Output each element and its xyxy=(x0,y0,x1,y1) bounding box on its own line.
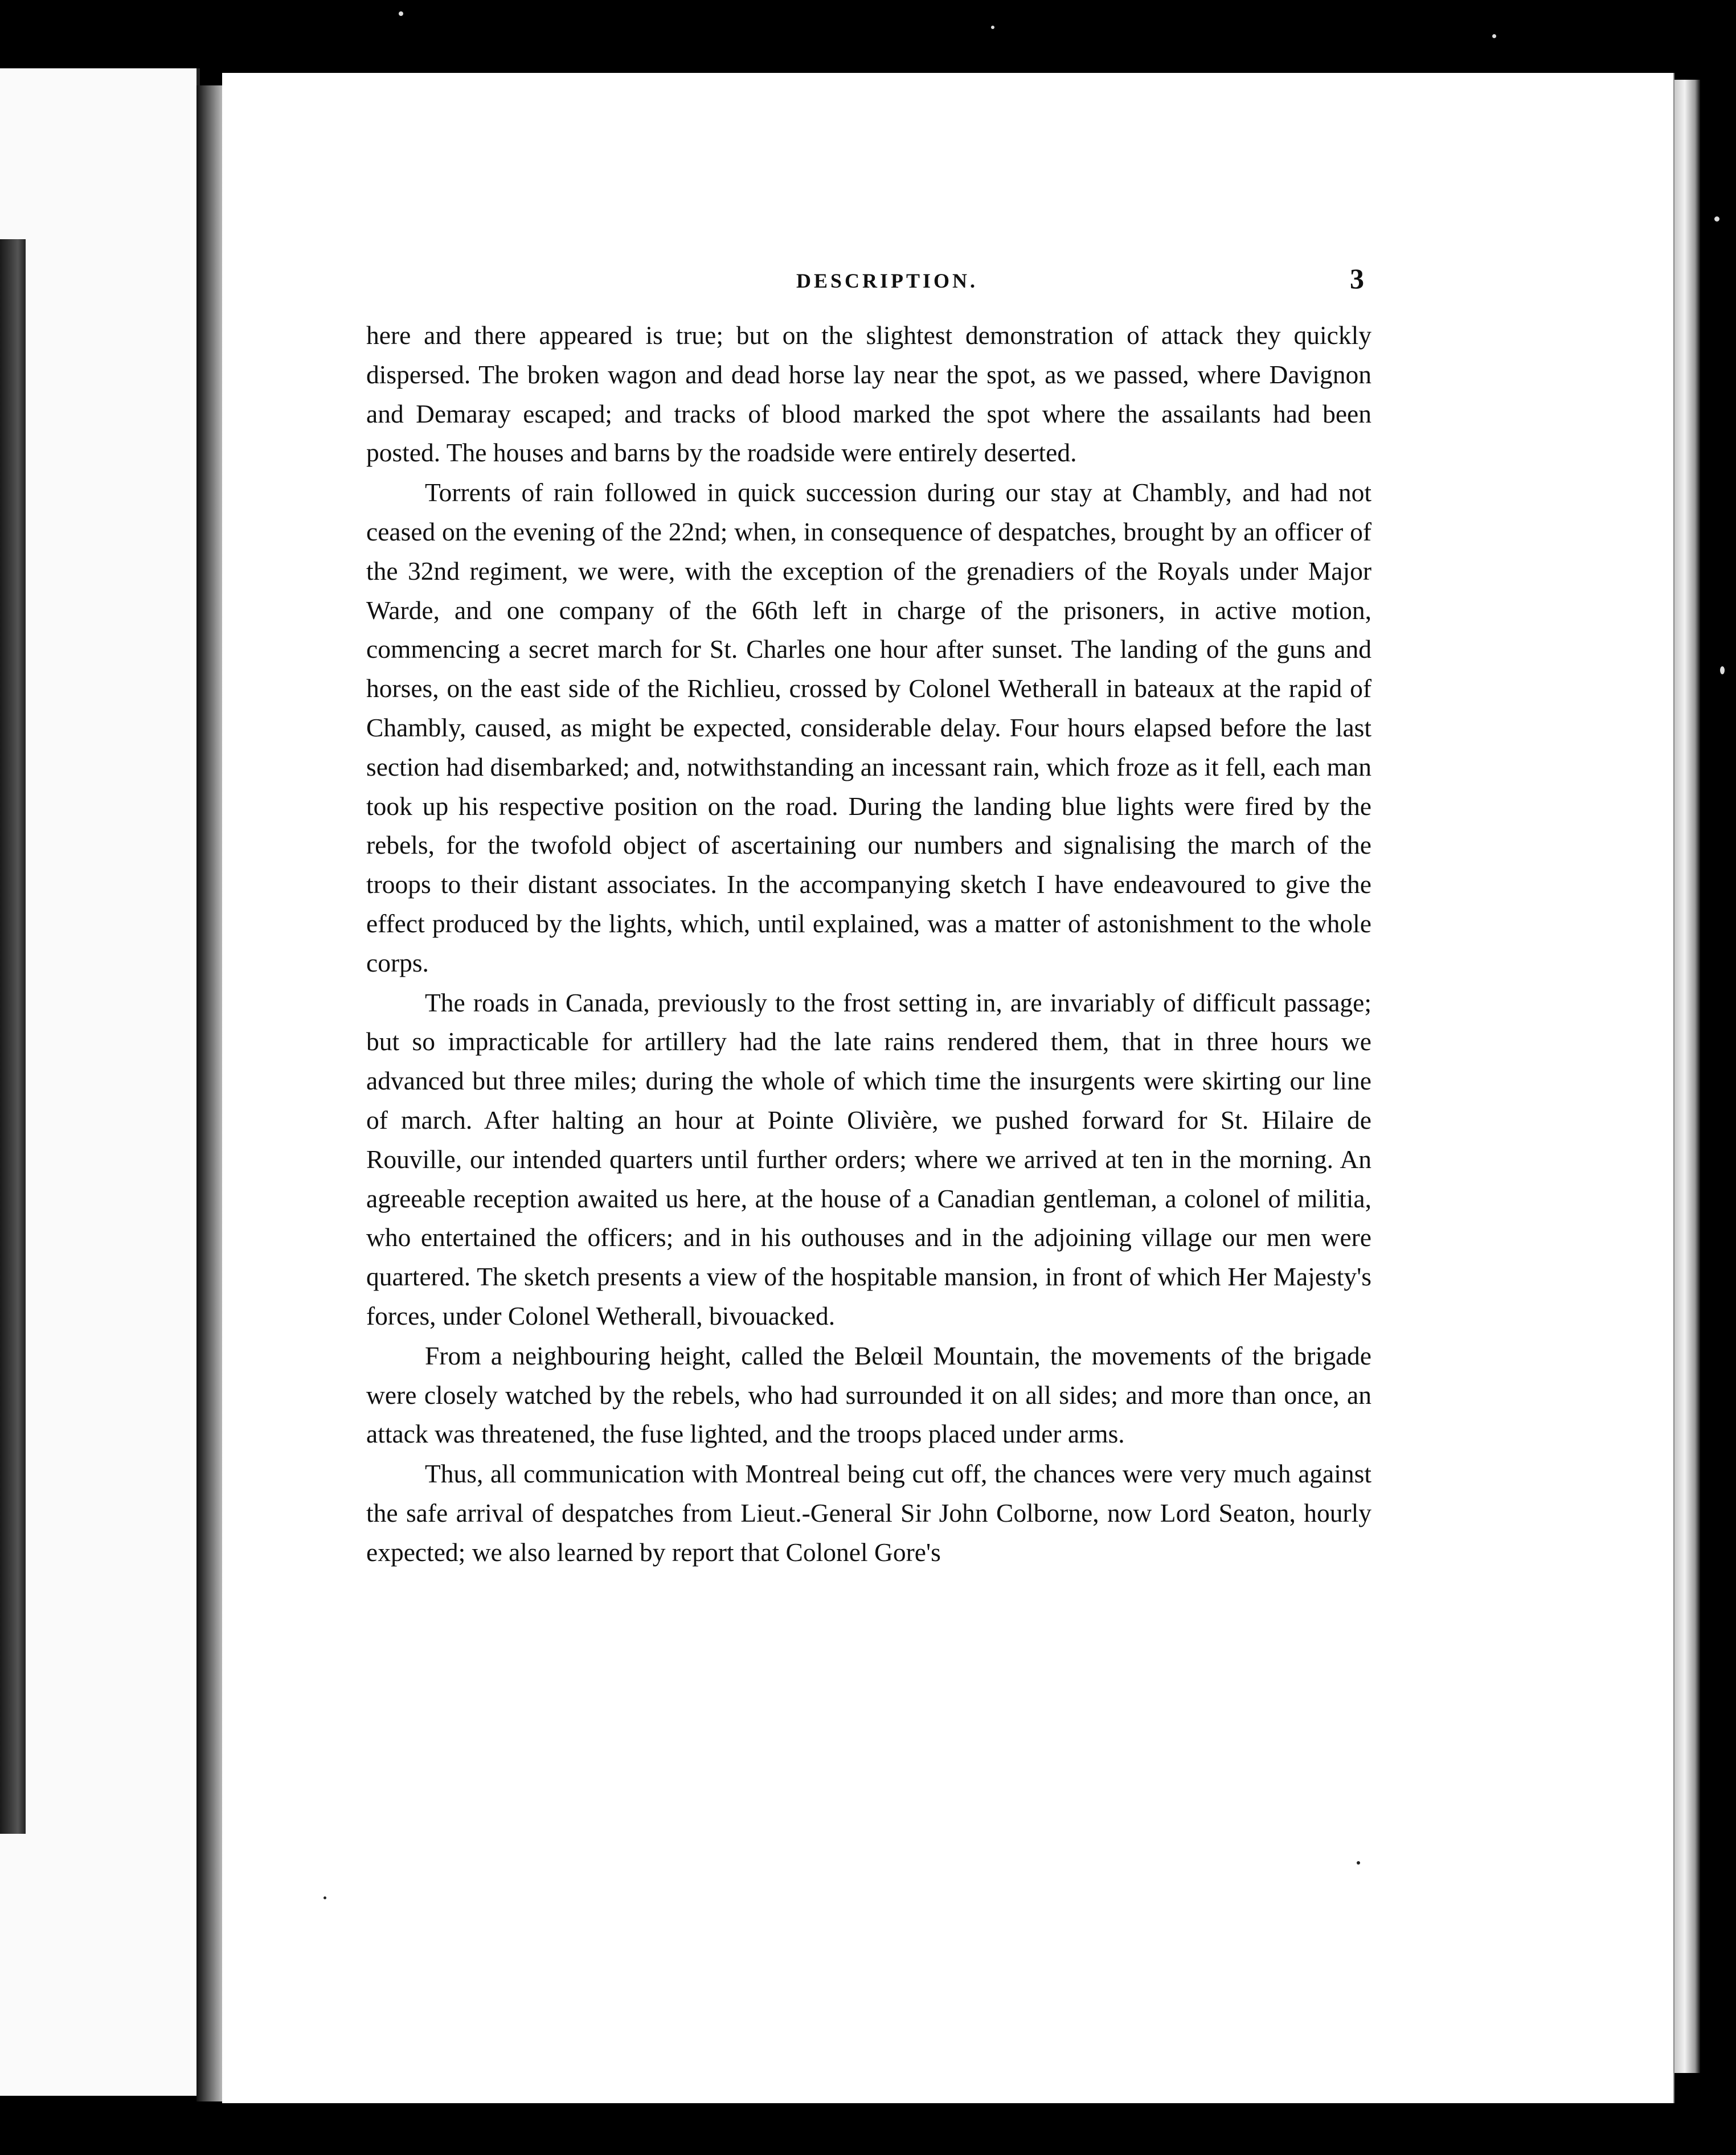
running-head: DESCRIPTION. xyxy=(796,269,978,292)
paragraph: From a neighbouring height, called the Belœil Mountain, the movements of the brigade were closely watched by the rebels, who had surrounded it on all sides; and more than once, an attack was threatened, the fuse lighted, and the troops placed under arms. xyxy=(366,1341,1371,1449)
paragraph: The roads in Canada, previously to the frost setting in, are invariably of difficult passage; but so impracticable for artillery had the late rains rendered them, that in three hours we advanced but three miles; during the whole of which time the insurgents were skirting our line of march. After halting an hour at Pointe Olivière, we pushed forward for St. Hilaire de Rouville, our intended quarters until further orders; where we arrived at ten in the morning. An agreeable reception awaited us here, at the house of a Canadian gentleman, a colonel of militia, who entertained the officers; and in his outhouses and in the adjoining village our men were quartered. The sketch presents a view of the hospitable mansion, in front of which Her Majesty's forces, under Colonel Wetherall, bivouacked. xyxy=(366,988,1371,1330)
paragraph: here and there appeared is true; but on the slightest demonstration of attack they quickly dispersed. The broken wagon and dead horse lay near the spot, as we passed, where Davignon and Demaray escaped; and tracks of blood marked the spot where the assailants had been posted. The houses and barns by the roadside were entirely deserted. xyxy=(366,321,1371,468)
scan-speck xyxy=(1714,216,1719,222)
stray-mark xyxy=(324,1896,326,1899)
scan-speck xyxy=(1492,34,1496,38)
scan-speck xyxy=(399,11,403,16)
page-edge xyxy=(1674,80,1700,2073)
scan-speck xyxy=(1720,666,1725,674)
scan-speck xyxy=(991,26,994,29)
paragraph: Thus, all communication with Montreal being cut off, the chances were very much against the safe arrival of despatches from Lieut.-General Sir John Colborne, now Lord Seaton, hourly expected; we also learned by report that Colonel Gore's xyxy=(366,1459,1371,1567)
facing-plate-edge xyxy=(0,239,26,1834)
body-text xyxy=(366,316,1371,1573)
paragraph: Torrents of rain followed in quick succession during our stay at Chambly, and had not ceased on the evening of the 22nd; when, in consequence of despatches, brought by an officer of the 32nd regiment, we were, with the exception of the grenadiers of the Royals under Major Warde, and one company of the 66th left in charge of the prisoners, in active motion, commencing a secret march for St. Charles one hour after sunset. The landing of the guns and horses, on the east side of the Richlieu, crossed by Colonel Wetherall in bateaux at the rapid of Chambly, caused, as might be expected, considerable delay. Four hours elapsed before the last section had disembarked; and, notwithstanding an incessant rain, which froze as it fell, each man took up his respective position on the road. During the landing blue lights were fired by the rebels, for the twofold object of ascertaining our numbers and signalising the march of the troops to their distant associates. In the accompanying sketch I have endeavoured to give the effect produced by the lights, which, until explained, was a matter of astonishment to the whole corps. xyxy=(366,478,1371,977)
facing-page xyxy=(0,68,200,2096)
stray-mark xyxy=(1357,1861,1360,1865)
page-number: 3 xyxy=(1350,263,1364,294)
